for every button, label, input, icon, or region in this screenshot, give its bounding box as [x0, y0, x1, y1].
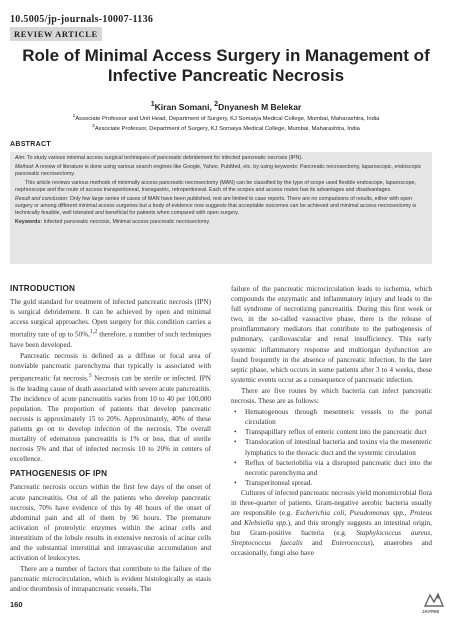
intro-paragraph-2 [10, 351, 211, 464]
article-title: Role of Minimal Access Surgery in Management of Infective Pancreatic Necrosis [22, 46, 430, 85]
intro-p2-text-end: Necrosis can be sterile or infected. IPN is the leading cause of death associated with severe acute pancreatitis. The incidence of acute pancreatitis varies from 10 to 40 per 100,000 population. The proportion of patients that develop pancreatic necrosis is approximately 15 to 20%. Approximately, 40% of these patients go on to develop infection of the necrosis. The overall mortality of edematous pancreatitis is 1% or less, that of sterile necrosis 5% and that of infected necrosis 10 to 20% in centers of excellence. [10, 374, 211, 464]
page-number: 160 [10, 600, 23, 609]
pathogenesis-heading: PATHOGENESIS OF IPN [10, 469, 108, 479]
cultures-text-5: ), anaerobes and occasionally, fungi also have [231, 539, 432, 558]
abstract-result [15, 196, 427, 218]
list-item: • Hematogenous through mesenteric vessels to the portal circulation [231, 407, 432, 427]
citation-superscript: 1,2 [89, 329, 98, 336]
abstract-method [15, 164, 427, 178]
list-item: • Translocation of intestinal bacteria and toxins via the mesenteric lymphatics to the thoracic duct and the systemic circulation [231, 437, 432, 457]
jaypee-logo-text: JAYPEE [422, 609, 440, 614]
author-2-superscript: 2 [214, 100, 219, 108]
affiliation-2-superscript: 2 [92, 124, 95, 129]
cultures-text-4: and [302, 539, 332, 548]
author-1-name: Kiran Somani, [154, 101, 215, 112]
routes-intro-paragraph: There are five routes by which bacteria can infect pancreatic necrosis. These are as follows: [231, 386, 432, 406]
affiliation-1-superscript: 1 [72, 114, 76, 119]
right-column [231, 284, 432, 560]
author-list [0, 100, 452, 112]
abstract-box [10, 152, 432, 264]
cultures-paragraph [231, 488, 432, 559]
cultures-text-3: ), and this strongly suggests an intestinal origin, but Gram-positive bacteria (e.g. [231, 519, 432, 538]
pathogenesis-paragraph-2: There are a number of factors that contribute to the failure of the pancreatic microcirculation, which is evident histologically as stasis and/or thrombosis of intrapancreatic vessels. The [10, 565, 211, 594]
affiliation-1 [8, 113, 444, 123]
pathogenesis-paragraph-3: failure of the pancreatic microcirculation leads to ischemia, which compounds the enzymatic and inflammatory injury and leads to the full syndrome of necrotizing pancreatitis. During this first week or two, in the so-called vasoactive phase, there is the release of proinflammatory mediators that contribute to the pathogenesis of pulmonary, cardiovascular and renal insufficiency. This early systemic inflammatory response and multiorgan dysfunction are found frequently in the absence of pancreatic infection. In the later septic phase, which occurs in some patients after 3 to 4 weeks, these systemic events occur as a consequence of pancreatic infection. [231, 285, 432, 384]
abstract-result-label: Result and conclusion: [15, 195, 69, 202]
author-1-superscript: 1 [150, 100, 155, 108]
list-item: • Transperitoneal spread. [231, 478, 432, 488]
abstract-result-text: Only few large series of cases of MAN have been published, rest are limited to case reports. There are no comparisons of results, either with open surgery or among different minimal access surgeries but a body of evidence now suggests that acceptable outcomes can be achieved and minimal access necrosectomy is technically feasible, well tolerated and beneficial for patients when compared with open surgery. [15, 195, 417, 216]
doi: 10.5005/jp-journals-10007-1136 [10, 14, 154, 25]
abstract-keywords-label: Keywords: [15, 218, 43, 225]
abstract-keywords-text: Infected pancreatic necrosis, Minimal access pancreatic necrosectomy. [42, 218, 211, 225]
organism-names-4: Enterococcus [331, 539, 371, 548]
organism-names-3: Staphylococcus aureus, Streptococcus faecalis [231, 529, 432, 548]
affiliation-2 [8, 123, 444, 133]
abstract-method-label: Method: [15, 163, 35, 170]
intro-paragraph-1 [10, 297, 211, 350]
organism-names-1: Escherichia coli, Pseudomonas spp., Proteus [295, 509, 432, 518]
intro-p1-text: The gold standard for treatment of infected pancreatic necrosis (IPN) is surgical debridement. It can be achieved by open and minimal access surgical approaches. Open surgery for this condition carries a mortality rate of up to 50%, [10, 298, 211, 339]
abstract-keywords [15, 219, 427, 226]
left-column [10, 284, 211, 596]
citation-superscript: 3 [88, 373, 92, 380]
abstract-method-text: A review of literature is done using various search engines like Google, Yahoo, PubMed, etc. by using keywords: Pancreatic necrosectomy, laparoscopic, endoscopic pancreatic necrosectomy. [15, 163, 422, 177]
introduction-heading: INTRODUCTION [10, 284, 76, 293]
affiliation-2-text: Associate Professor, Department of Surgery, KJ Somaiya Medical College, Mumbai, Maharashtra, India [94, 125, 360, 132]
affiliation-1-text: Associate Professor and Unit Head, Department of Surgery, KJ Somaiya Medical College, Mumbai, Maharashtra, India [75, 115, 380, 122]
article-type-badge: REVIEW ARTICLE [10, 27, 102, 41]
list-item: • Reflux of bacteriobilia via a disrupted pancreatic duct into the necrotic parenchyma and [231, 458, 432, 478]
jaypee-logo-icon [422, 592, 446, 610]
author-2-name: Dnyanesh M Belekar [218, 101, 302, 112]
list-item: • Transpapillary reflux of enteric content into the pancreatic duct [231, 427, 432, 437]
cultures-text-2: and [231, 519, 245, 528]
abstract-heading: ABSTRACT [10, 141, 51, 148]
cultures-text-1: Cultures of infected pancreatic necrosis yield monomicrobial flora in three-quarter of patients. Gram-negative aerobic bacteria usually are responsible (e.g. [231, 488, 432, 518]
intro-p1-text-end: therefore, a number of such techniques have been developed. [10, 330, 211, 349]
organism-names-2: Klebsiella spp. [244, 519, 288, 528]
abstract-aim [15, 155, 427, 162]
intro-p2-text: Pancreatic necrosis is defined as a diffuse or focal area of nonviable pancreatic parenchyma that typically is associated with peripancreatic fat necrosis. [10, 351, 211, 383]
pathogenesis-paragraph-1: Pancreatic necrosis occurs within the first few days of the onset of acute pancreatitis. Out of all the patients who develop pancreatic necrosis, 70% have evidence of this by 48 hours of the onset of abdominal pain and all of them by 96 hours. The premature activation of proteolytic enzymes within the acinar cells and interstitium of the lobule results in extensive necrosis of acinar cells and the substantial interstitial and intravascular accumulation and activation of leukocytes. [10, 483, 211, 563]
abstract-aim-text: To study various minimal access surgical techniques of pancreatic debridement for infected pancreatic necrosis (IPN). [25, 155, 303, 161]
abstract-aim-label: Aim: [15, 155, 26, 161]
abstract-method-continued: This article reviews various methods of minimally access pancreatic necrosectomy (MAN) can be classified by the type of scope used flexible endoscope, laparoscope, nephroscope and the route of access transperitoneal, transgastric, retroperitoneal. Each of the scopes and access routes has its advantages and disadvantages. [15, 179, 416, 193]
infection-routes-list [231, 407, 432, 488]
